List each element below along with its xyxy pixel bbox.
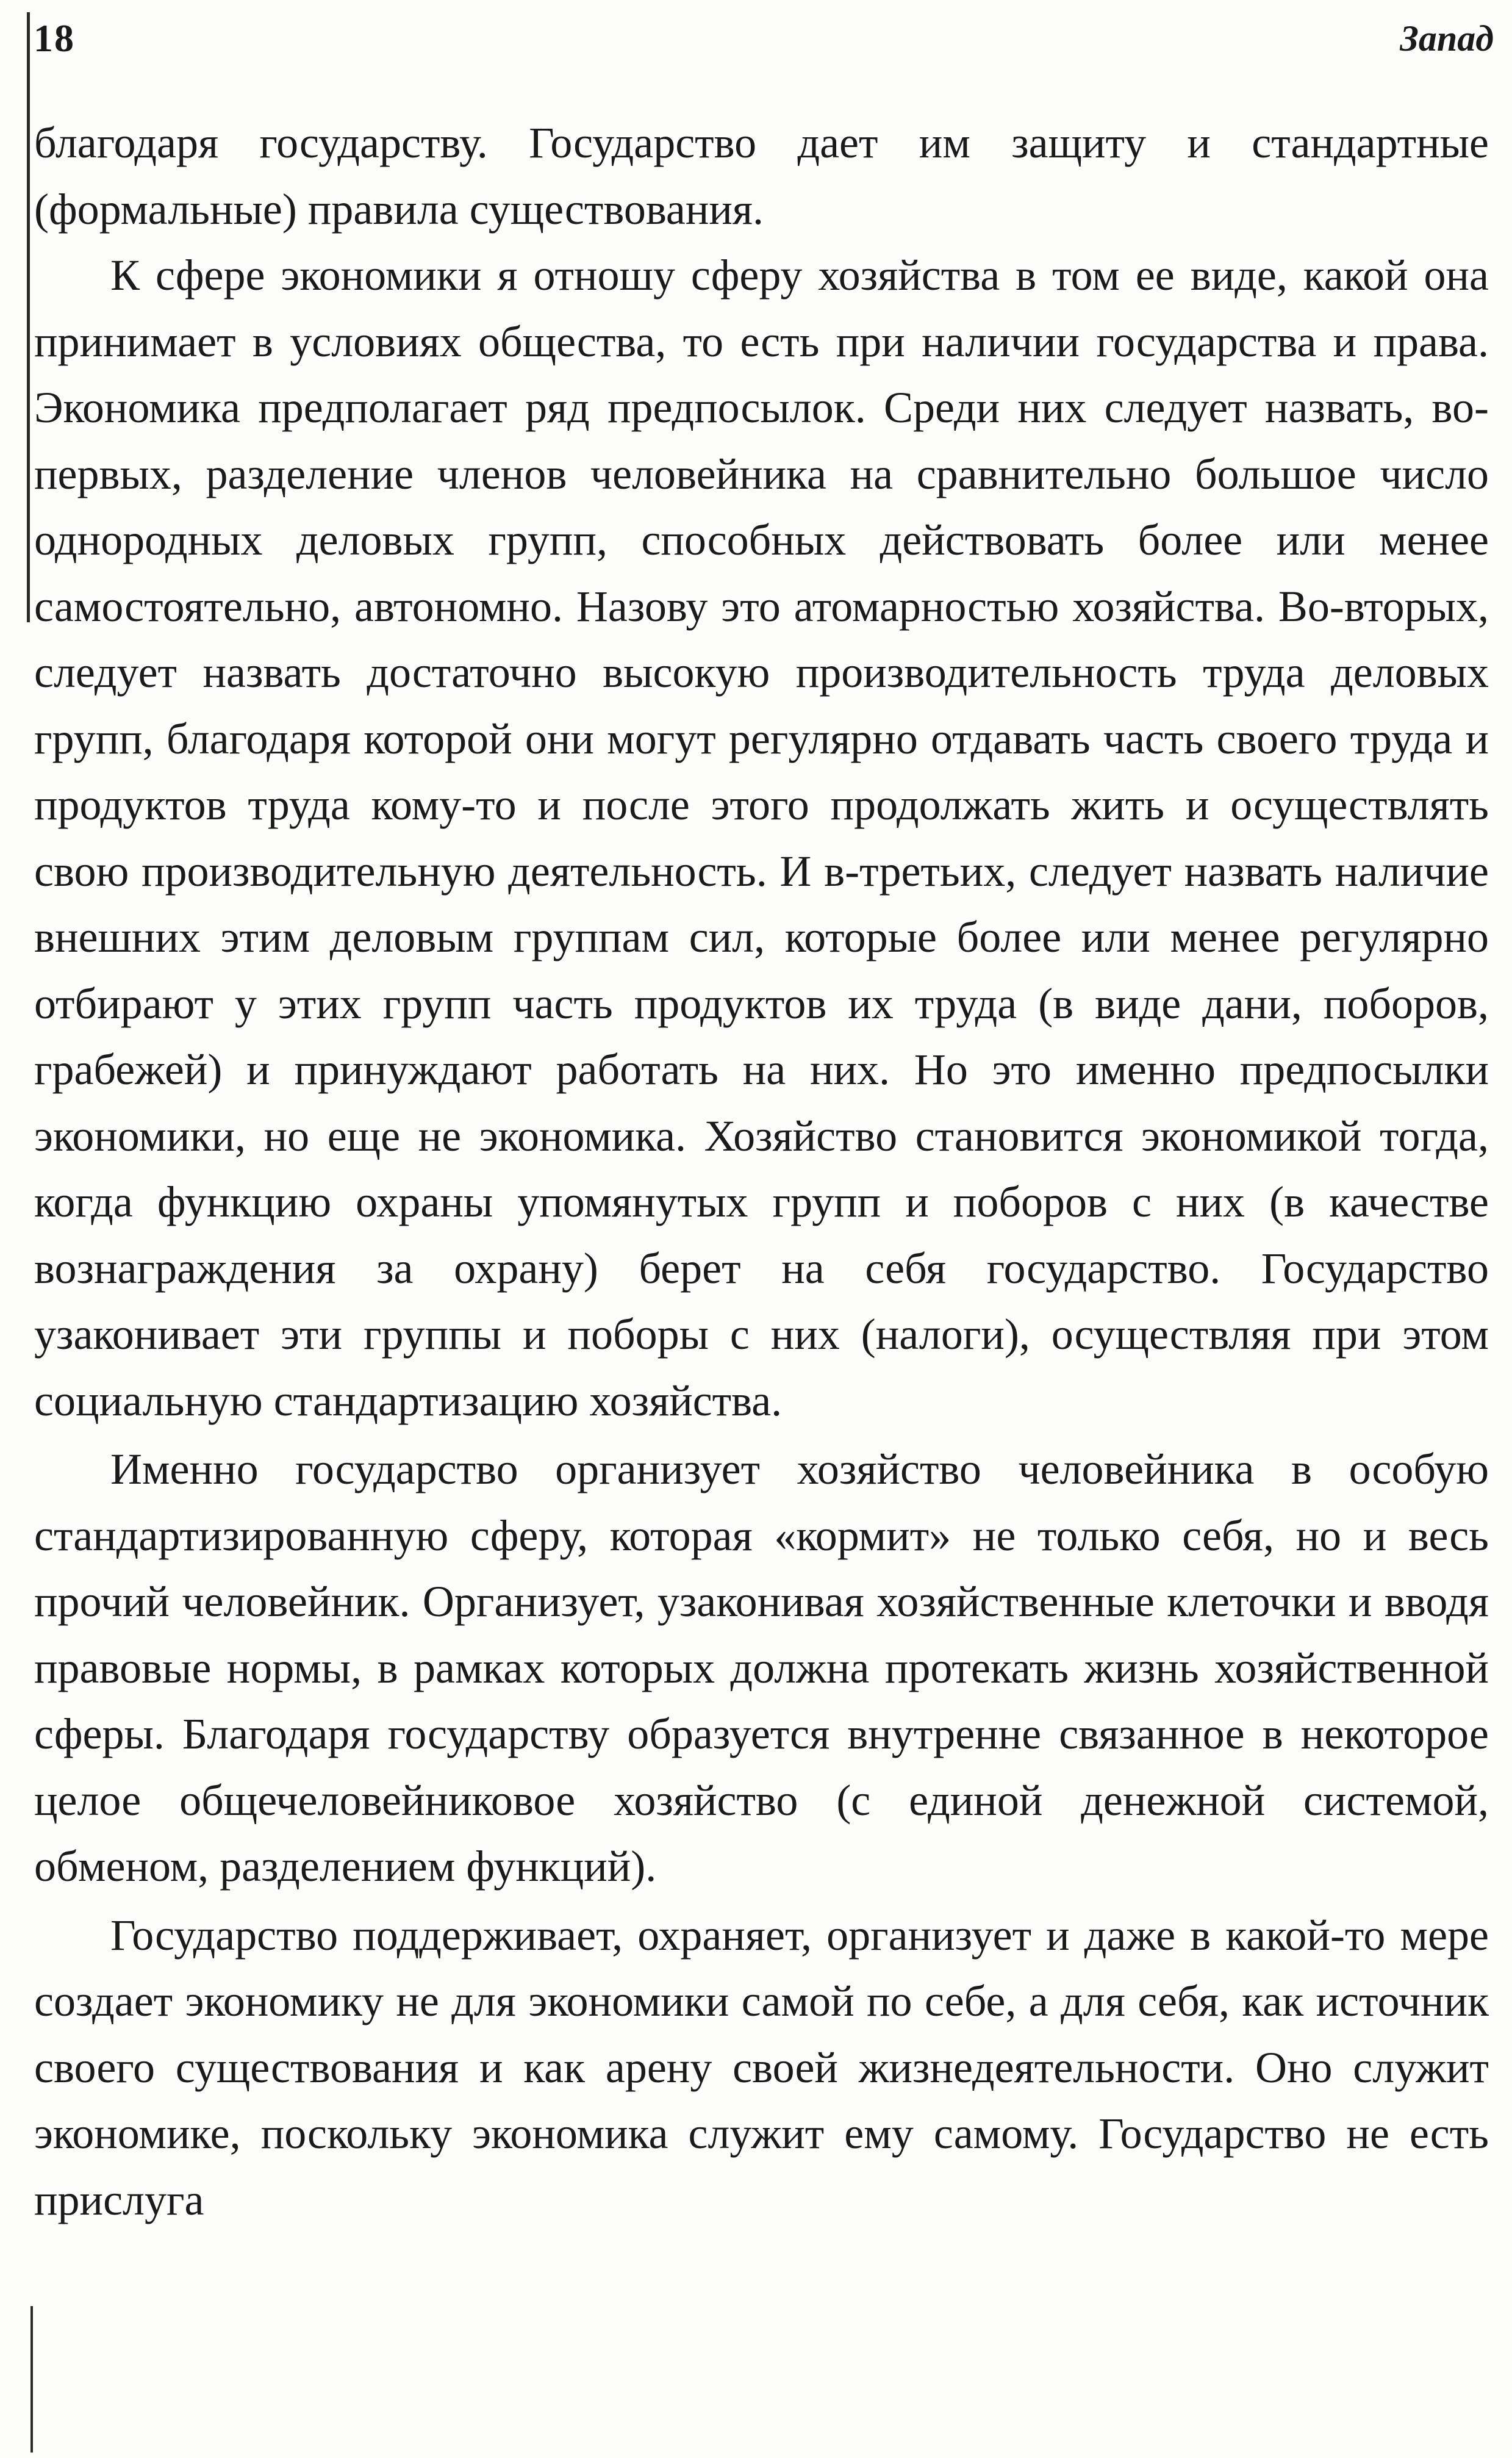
running-head: Запад: [1400, 18, 1494, 59]
paragraph-economy: К сфере экономики я отношу сферу хозяйства в том ее виде, какой она принимает в условиях общества, то есть при наличии государства и права. Экономика предполагает ряд предпосылок. Среди них следует назвать, во-первых, разделение членов человейника на сравнительно большое число однородных деловых групп, способных действовать более или менее самостоятельно, автономно. Назову это атомарностью хозяйства. Во-вторых, следует назвать достаточно высокую производительность труда деловых групп, благодаря которой они могут регулярно отдавать часть своего труда и продуктов труда кому-то и после этого продолжать жить и осуществлять свою производительную деятельность. И в-третьих, следует назвать наличие внешних этим деловым группам сил, которые более или менее регулярно отбирают у этих групп часть продуктов их труда (в виде дани, поборов, грабежей) и принуждают работать на них. Но это именно предпосылки экономики, но еще не экономика. Хозяйство становится экономикой тогда, когда функцию охраны упомянутых групп и поборов с них (в качестве вознаграждения за охрану) берет на себя государство. Государство узаконивает эти группы и поборы с них (налоги), осуществляя при этом социальную стандартизацию хозяйства.: [34, 251, 1489, 1425]
left-margin-rule-lower: [30, 2306, 33, 2453]
paragraph-state-supports: Государство поддерживает, охраняет, организует и даже в какой-то мере создает экономику не для экономики самой по себе, а для себя, как источник своего существования и как арену своей жизнедеятельности. Оно служит экономике, поскольку экономика служит ему самому. Государство не есть прислуга: [34, 1910, 1489, 2224]
body-text: [34, 110, 1489, 2233]
left-margin-rule: [27, 12, 30, 622]
page-number: 18: [34, 16, 75, 60]
paragraph-state-organizes: Именно государство организует хозяйство человейника в особую стандартизированную сферу, которая «кормит» не только себя, но и весь прочий человейник. Организует, узаконивая хозяйственные клеточки и вводя правовые нормы, в рамках которых должна протекать жизнь хозяйственной сферы. Благодаря государству образуется внутренне связанное в некоторое целое общечеловейниковое хозяйство (с единой денежной системой, обменом, разделением функций).: [34, 1445, 1489, 1891]
paragraph-continuation: благодаря государству. Государство дает им защиту и стандартные (формальные) правила существования.: [34, 118, 1489, 234]
page-header: [34, 11, 1494, 66]
